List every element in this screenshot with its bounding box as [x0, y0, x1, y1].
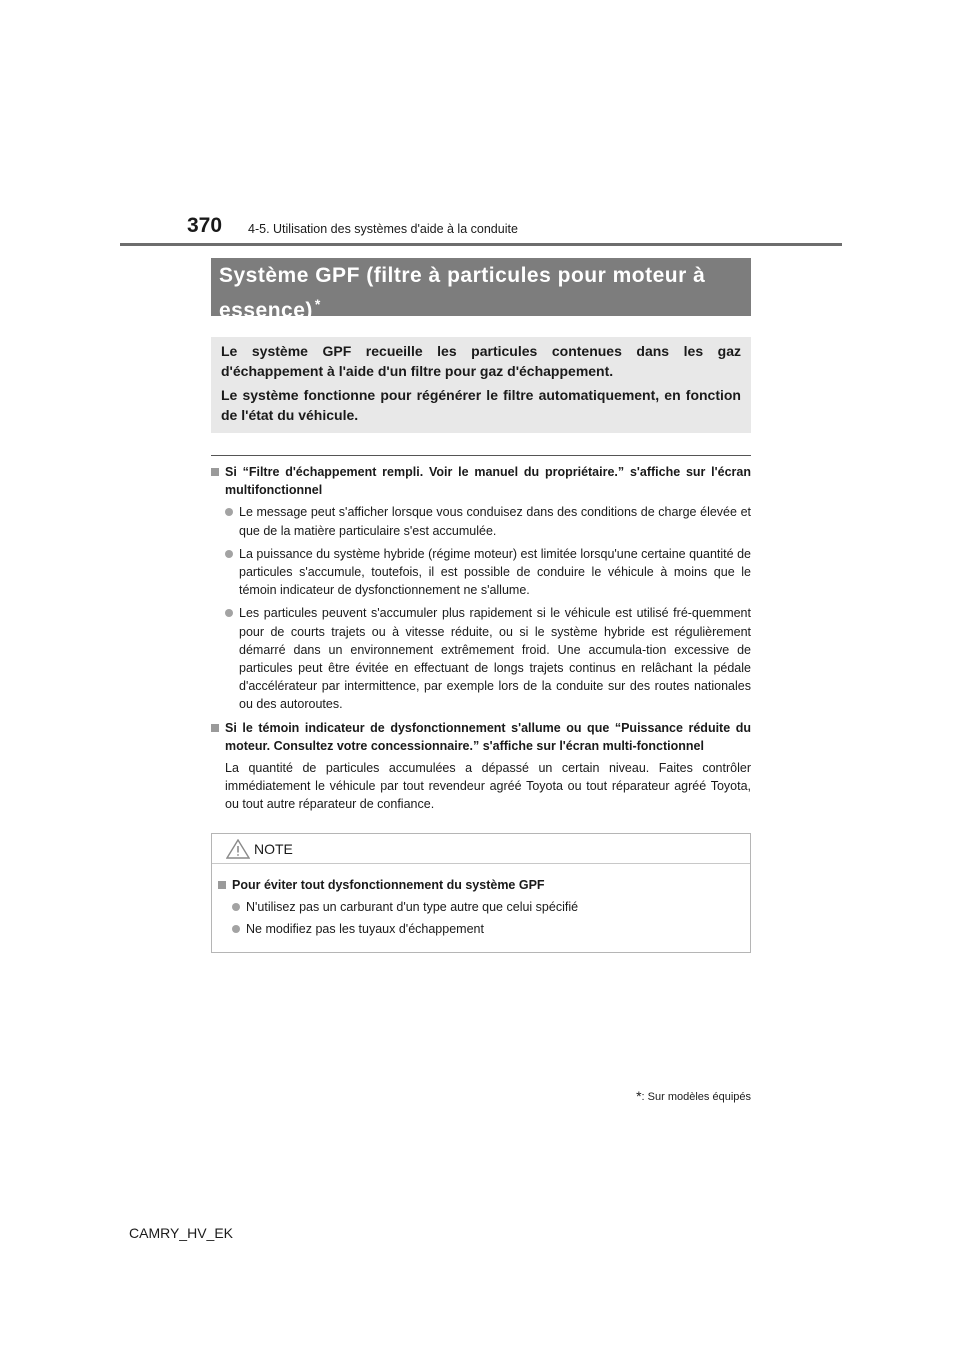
square-bullet-icon [211, 463, 225, 499]
dot-bullet-icon [232, 920, 246, 938]
footnote [611, 1088, 751, 1104]
note-label: NOTE [254, 841, 293, 857]
list-item-text: Les particules peuvent s'accumuler plus rapidement si le véhicule est utilisé fré-quemment pour de courts trajets ou à vitesse réduite, ou si le système hybride est régulièrement démarré dans un environnement extrêmement froid. Une accumula-tion excessive de particules peut être évitée en effectuant de longs trajets continus en relâchant la pédale d'accélérateur par intermittence, par exemple lors de la conduite sur des routes nationales ou des autoroutes. [239, 606, 751, 712]
page-number: 370 [187, 214, 223, 237]
title-text: Système GPF (filtre à particules pour moteur à essence) [219, 264, 706, 322]
title-marker: * [314, 296, 321, 312]
list-item [225, 604, 751, 713]
square-bullet-icon [211, 719, 225, 755]
intro-paragraph: Le système GPF recueille les particules contenues dans les gaz d'échappement à l'aide d'un filtre pour gaz d'échappement. [221, 343, 741, 379]
dot-bullet-icon [232, 898, 246, 916]
section-heading-text: Si “Filtre d'échappement rempli. Voir le manuel du propriétaire.” s'affiche sur l'écran multifonctionnel [225, 465, 751, 498]
dot-bullet-icon [225, 604, 239, 713]
list-item-text: Le message peut s'afficher lorsque vous conduisez dans des conditions de charge élevée et que de la matière particulaire s'est accumulée. [239, 505, 751, 538]
note-box [211, 833, 751, 953]
section-label: 4-5. Utilisation des systèmes d'aide à la conduite [248, 222, 518, 236]
dot-bullet-icon [225, 503, 239, 539]
list-item [232, 898, 744, 916]
list-item-text: N'utilisez pas un carburant d'un type autre que celui spécifié [246, 900, 579, 914]
content [211, 463, 751, 814]
section-heading [211, 463, 751, 499]
dot-bullet-icon [225, 545, 239, 600]
note-body [212, 864, 750, 938]
footnote-text: : Sur modèles équipés [641, 1091, 751, 1103]
section-paragraph: La quantité de particules accumulées a dépassé un certain niveau. Faites contrôler immédiatement le véhicule par tout revendeur agréé Toyota ou tout réparateur agréé Toyota, ou tout autre réparateur de confiance. [225, 761, 751, 812]
list-item [225, 503, 751, 539]
section-heading [211, 719, 751, 755]
section-heading-text: Si le témoin indicateur de dysfonctionnement s'allume ou que “Puissance réduite du moteur. Consultez votre concessionnaire.” s'affiche sur l'écran multi-fonctionnel [225, 720, 751, 753]
note-header [212, 834, 750, 864]
page-title [219, 262, 743, 325]
intro-box [211, 337, 751, 433]
square-bullet-icon [218, 876, 232, 894]
title-bar [211, 258, 751, 322]
list-item-text: Ne modifiez pas les tuyaux d'échappement [246, 922, 484, 936]
note-heading [218, 876, 744, 894]
footnote-marker: * [636, 1088, 642, 1104]
intro-rule [211, 455, 751, 456]
intro-paragraph: Le système fonctionne pour régénérer le filtre automatiquement, en fonction de l'état du véhicule. [221, 387, 741, 423]
list-item [232, 920, 744, 938]
list-item [225, 545, 751, 600]
warning-icon [226, 839, 250, 859]
header-rule [120, 243, 842, 246]
model-code: CAMRY_HV_EK [129, 1225, 234, 1241]
note-heading-text: Pour éviter tout dysfonctionnement du système GPF [232, 878, 545, 892]
list-item-text: La puissance du système hybride (régime moteur) est limitée lorsqu'une certaine quantité de particules s'accumule, toutefois, il est possible de conduire le véhicule à moins que le témoin indicateur de dysfonctionnement ne s'allume. [239, 546, 751, 598]
